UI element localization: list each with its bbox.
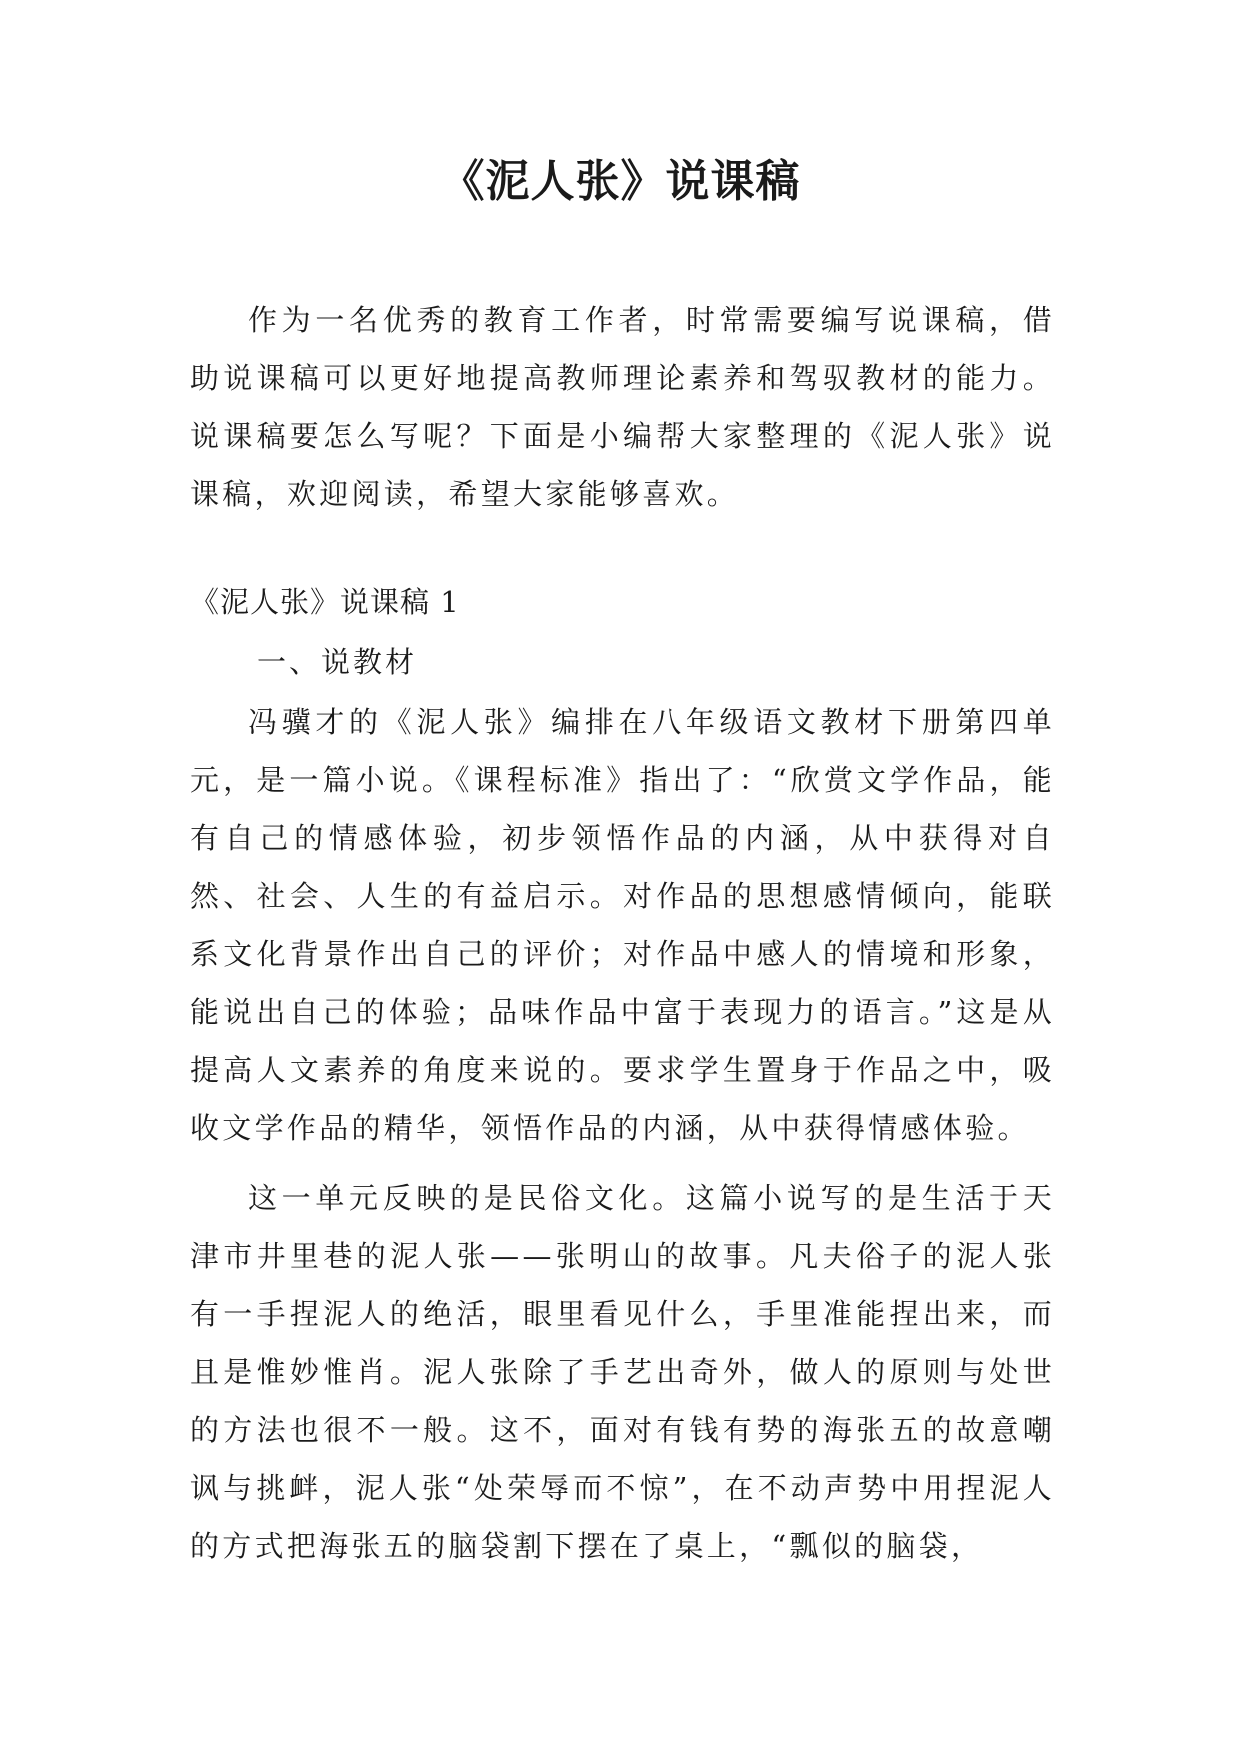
- body-paragraph: 这一单元反映的是民俗文化。这篇小说写的是生活于天津市井里巷的泥人张——张明山的故事。凡夫俗子的泥人张有一手捏泥人的绝活，眼里看见什么，手里准能捏出来，而且是惟妙惟肖。泥人张除了手艺出奇外，做人的原则与处世的方法也很不一般。这不，面对有钱有势的海张五的故意嘲讽与挑衅，泥人张“处荣辱而不惊”，在不动声势中用捏泥人的方式把海张五的脑袋割下摆在了桌上，“瓢似的脑袋，: [190, 1181, 1055, 1563]
- section-heading: 《泥人张》说课稿 1: [190, 585, 460, 619]
- sub-heading: 一、说教材: [257, 645, 418, 679]
- body-paragraph: 冯骥才的《泥人张》编排在八年级语文教材下册第四单元，是一篇小说。《课程标准》指出了：“欣赏文学作品，能有自己的情感体验，初步领悟作品的内涵，从中获得对自然、社会、人生的有益启示。对作品的思想感情倾向，能联系文化背景作出自己的评价；对作品中感人的情境和形象，能说出自己的体验；品味作品中富于表现力的语言。”这是从提高人文素养的角度来说的。要求学生置身于作品之中，吸收文学作品的精华，领悟作品的内涵，从中获得情感体验。: [190, 705, 1055, 1145]
- intro-paragraph: 作为一名优秀的教育工作者，时常需要编写说课稿，借助说课稿可以更好地提高教师理论素养和驾驭教材的能力。说课稿要怎么写呢？下面是小编帮大家整理的《泥人张》说课稿，欢迎阅读，希望大家能够喜欢。: [190, 303, 1055, 511]
- document-title: 《泥人张》说课稿: [440, 156, 801, 207]
- intro-block: [190, 291, 1055, 523]
- paragraph-block-1: [190, 693, 1055, 1157]
- paragraph-block-2: [190, 1169, 1055, 1575]
